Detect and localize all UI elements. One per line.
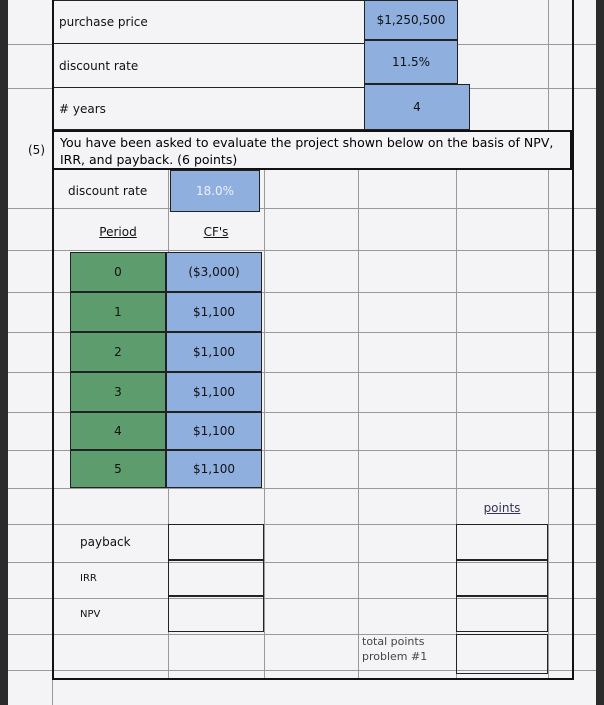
period-header: Period [99,225,137,239]
discount-rate-value[interactable]: 11.5% [364,40,458,84]
grid-line [358,168,359,678]
payback-points-cell[interactable] [456,524,548,560]
total-points-label [358,634,460,674]
irr-answer-cell[interactable] [168,560,264,596]
problem-number: (5) [28,143,45,157]
cf-cell[interactable]: $1,100 [166,412,262,450]
npv-label: NPV [80,608,101,620]
npv-answer-cell[interactable] [168,596,264,632]
cf-cell[interactable]: $1,100 [166,450,262,488]
grid-line [264,168,265,678]
grid-line [8,250,596,251]
problem-text-line2: IRR, and payback. (6 points) [60,152,238,167]
problem-statement [52,130,572,170]
total-points-cell[interactable] [456,634,548,674]
grid-line [548,0,549,678]
cf-cell[interactable]: ($3,000) [166,252,262,292]
cf-header: CF's [203,225,229,239]
period-cell[interactable]: 2 [70,332,166,372]
cf-cell[interactable]: $1,100 [166,292,262,332]
discount-rate-label: discount rate [52,44,368,88]
problem-discount-value[interactable]: 18.0% [170,170,260,212]
total-points-line1: total points [362,635,425,648]
irr-points-cell[interactable] [456,560,548,596]
payback-answer-cell[interactable] [168,524,264,560]
grid-line [8,488,596,489]
years-value[interactable]: 4 [364,84,470,130]
points-header: points [483,501,521,515]
period-cell[interactable]: 0 [70,252,166,292]
period-cell[interactable]: 1 [70,292,166,332]
period-cell[interactable]: 3 [70,372,166,412]
total-points-line2: problem #1 [362,650,428,663]
period-cell[interactable]: 5 [70,450,166,488]
payback-label: payback [80,535,131,549]
cf-cell[interactable]: $1,100 [166,332,262,372]
cf-cell[interactable]: $1,100 [166,372,262,412]
period-cell[interactable]: 4 [70,412,166,450]
purchase-price-label: purchase price [52,0,368,44]
purchase-price-value[interactable]: $1,250,500 [364,0,458,40]
irr-label: IRR [80,572,97,584]
problem-text-line1: You have been asked to evaluate the project shown below on the basis of NPV, [60,135,554,150]
spreadsheet [8,0,596,705]
npv-points-cell[interactable] [456,596,548,632]
problem-discount-label: discount rate [68,184,148,198]
years-label: # years [52,88,368,130]
